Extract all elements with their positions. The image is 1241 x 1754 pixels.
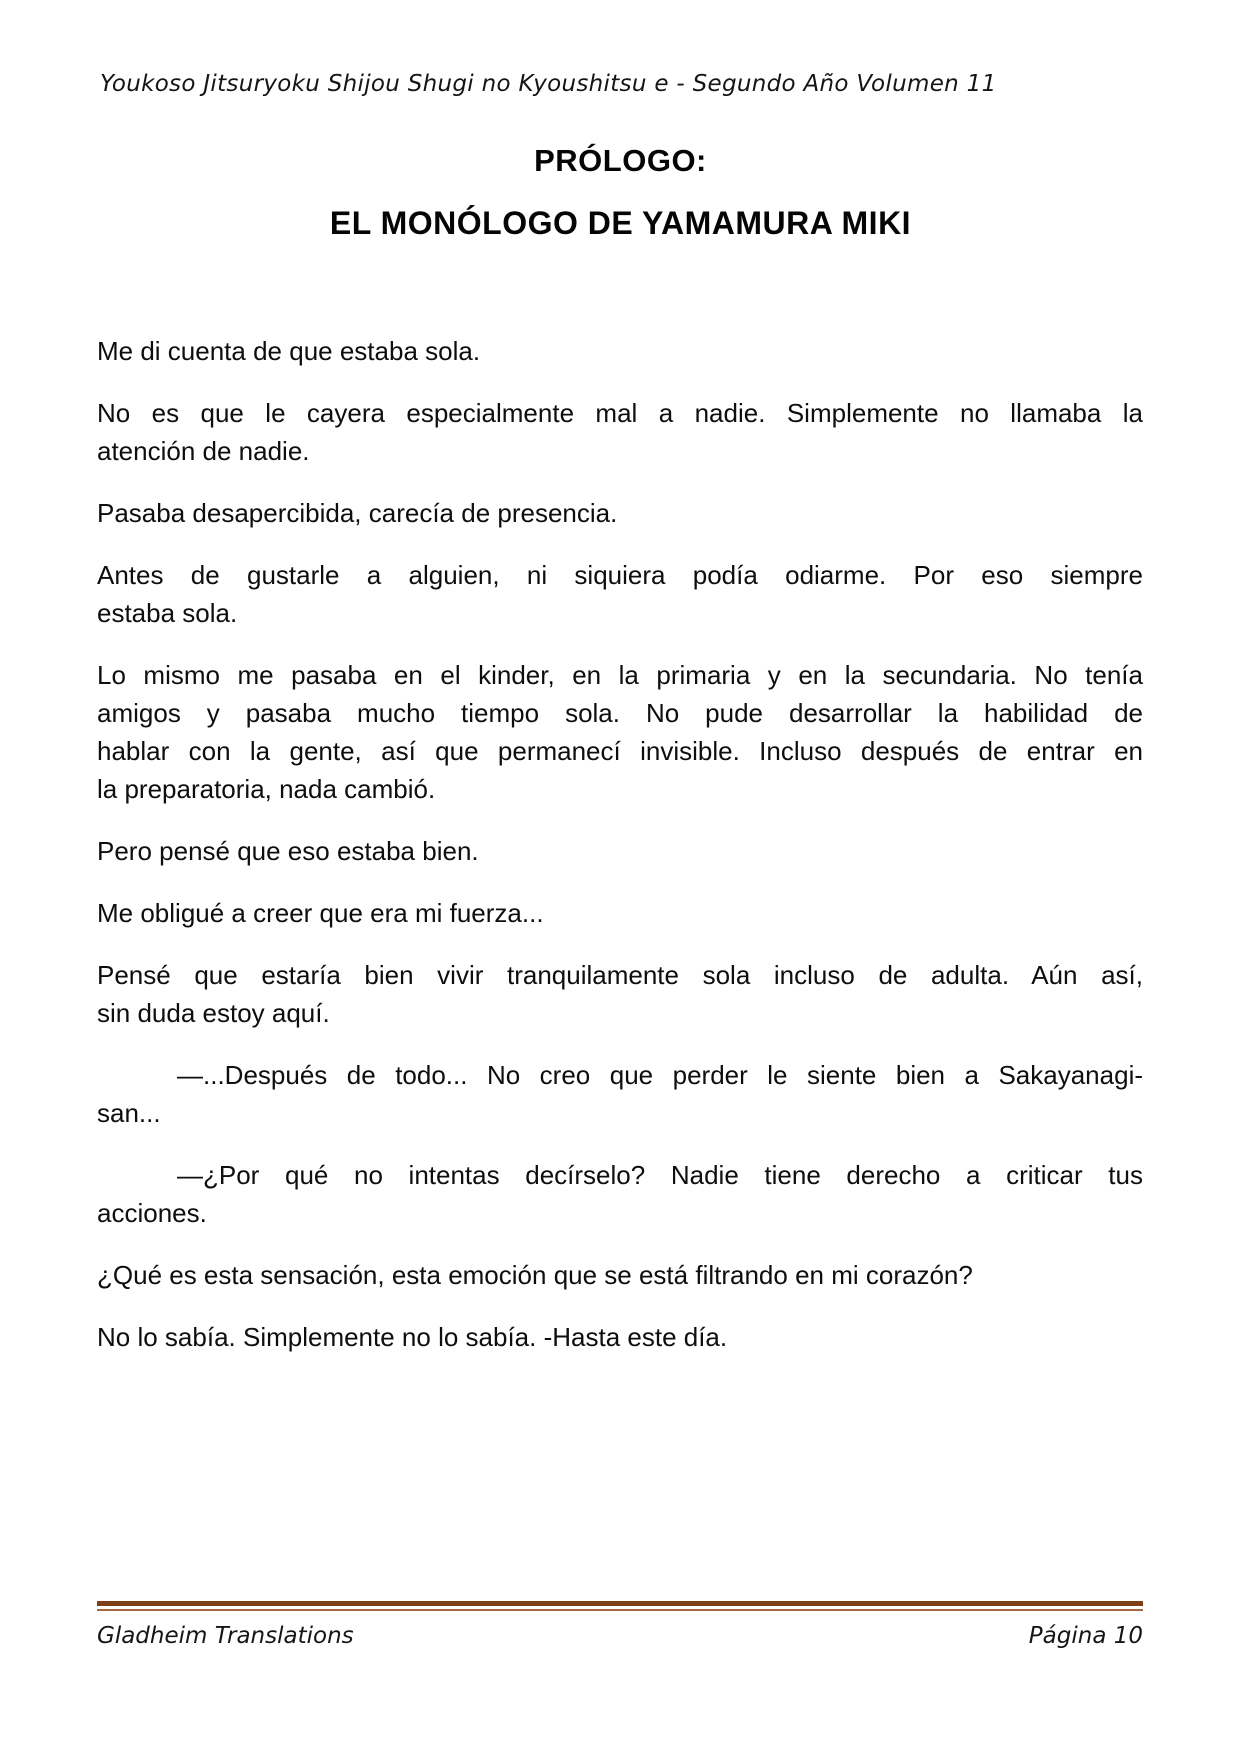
- body-line: —...Después de todo... No creo que perder le siente bien a Sakayanagi-: [177, 1060, 1143, 1090]
- body-line: san...: [97, 1098, 161, 1128]
- footer-divider-thin-line: [97, 1609, 1143, 1611]
- body-line: la preparatoria, nada cambió.: [97, 774, 436, 804]
- body-line: acciones.: [97, 1198, 207, 1228]
- body-paragraph: [97, 394, 1143, 470]
- body-line: Lo mismo me pasaba en el kinder, en la primaria y en la secundaria. No tenía: [97, 660, 1143, 690]
- footer-divider: [97, 1601, 1143, 1611]
- footer-translator-credit: Gladheim Translations: [97, 1623, 354, 1649]
- body-line: amigos y pasaba mucho tiempo sola. No pude desarrollar la habilidad de: [97, 698, 1143, 728]
- chapter-title: PRÓLOGO:: [534, 143, 707, 178]
- body-paragraph: [97, 1256, 1143, 1294]
- body-line: No lo sabía. Simplemente no lo sabía. -Hasta este día.: [97, 1322, 728, 1352]
- footer-row: [97, 1623, 1143, 1649]
- body-line: Me obligué a creer que era mi fuerza...: [97, 898, 544, 928]
- body-line: hablar con la gente, así que permanecí invisible. Incluso después de entrar en: [97, 736, 1143, 766]
- body-paragraph: [97, 332, 1143, 370]
- body-paragraph: [97, 1156, 1143, 1232]
- header-title: Youkoso Jitsuryoku Shijou Shugi no Kyoushitsu e - Segundo Año Volumen 11: [100, 71, 997, 97]
- body-paragraph: [97, 656, 1143, 808]
- page-footer: [97, 1601, 1143, 1649]
- page-header: [100, 71, 1141, 97]
- body-paragraph: [97, 832, 1143, 870]
- body-paragraph: [97, 956, 1143, 1032]
- body-line: Pero pensé que eso estaba bien.: [97, 836, 479, 866]
- body-line: atención de nadie.: [97, 436, 310, 466]
- body-line: estaba sola.: [97, 598, 238, 628]
- body-paragraph: [97, 556, 1143, 632]
- body-paragraph: [97, 1318, 1143, 1356]
- body-text: [97, 332, 1143, 1380]
- body-line: Me di cuenta de que estaba sola.: [97, 336, 481, 366]
- body-line: —¿Por qué no intentas decírselo? Nadie tiene derecho a criticar tus: [177, 1160, 1143, 1190]
- footer-page-number: Página 10: [1028, 1623, 1143, 1649]
- body-line: ¿Qué es esta sensación, esta emoción que se está filtrando en mi corazón?: [97, 1260, 973, 1290]
- body-paragraph: [97, 494, 1143, 532]
- body-line: sin duda estoy aquí.: [97, 998, 330, 1028]
- body-line: Antes de gustarle a alguien, ni siquiera podía odiarme. Por eso siempre: [97, 560, 1143, 590]
- body-paragraph: [97, 894, 1143, 932]
- body-line: No es que le cayera especialmente mal a nadie. Simplemente no llamaba la: [97, 398, 1143, 428]
- body-line: Pasaba desapercibida, carecía de presencia.: [97, 498, 618, 528]
- body-paragraph: [97, 1056, 1143, 1132]
- chapter-subtitle: EL MONÓLOGO DE YAMAMURA MIKI: [329, 205, 912, 241]
- body-line: Pensé que estaría bien vivir tranquilamente sola incluso de adulta. Aún así,: [97, 960, 1143, 990]
